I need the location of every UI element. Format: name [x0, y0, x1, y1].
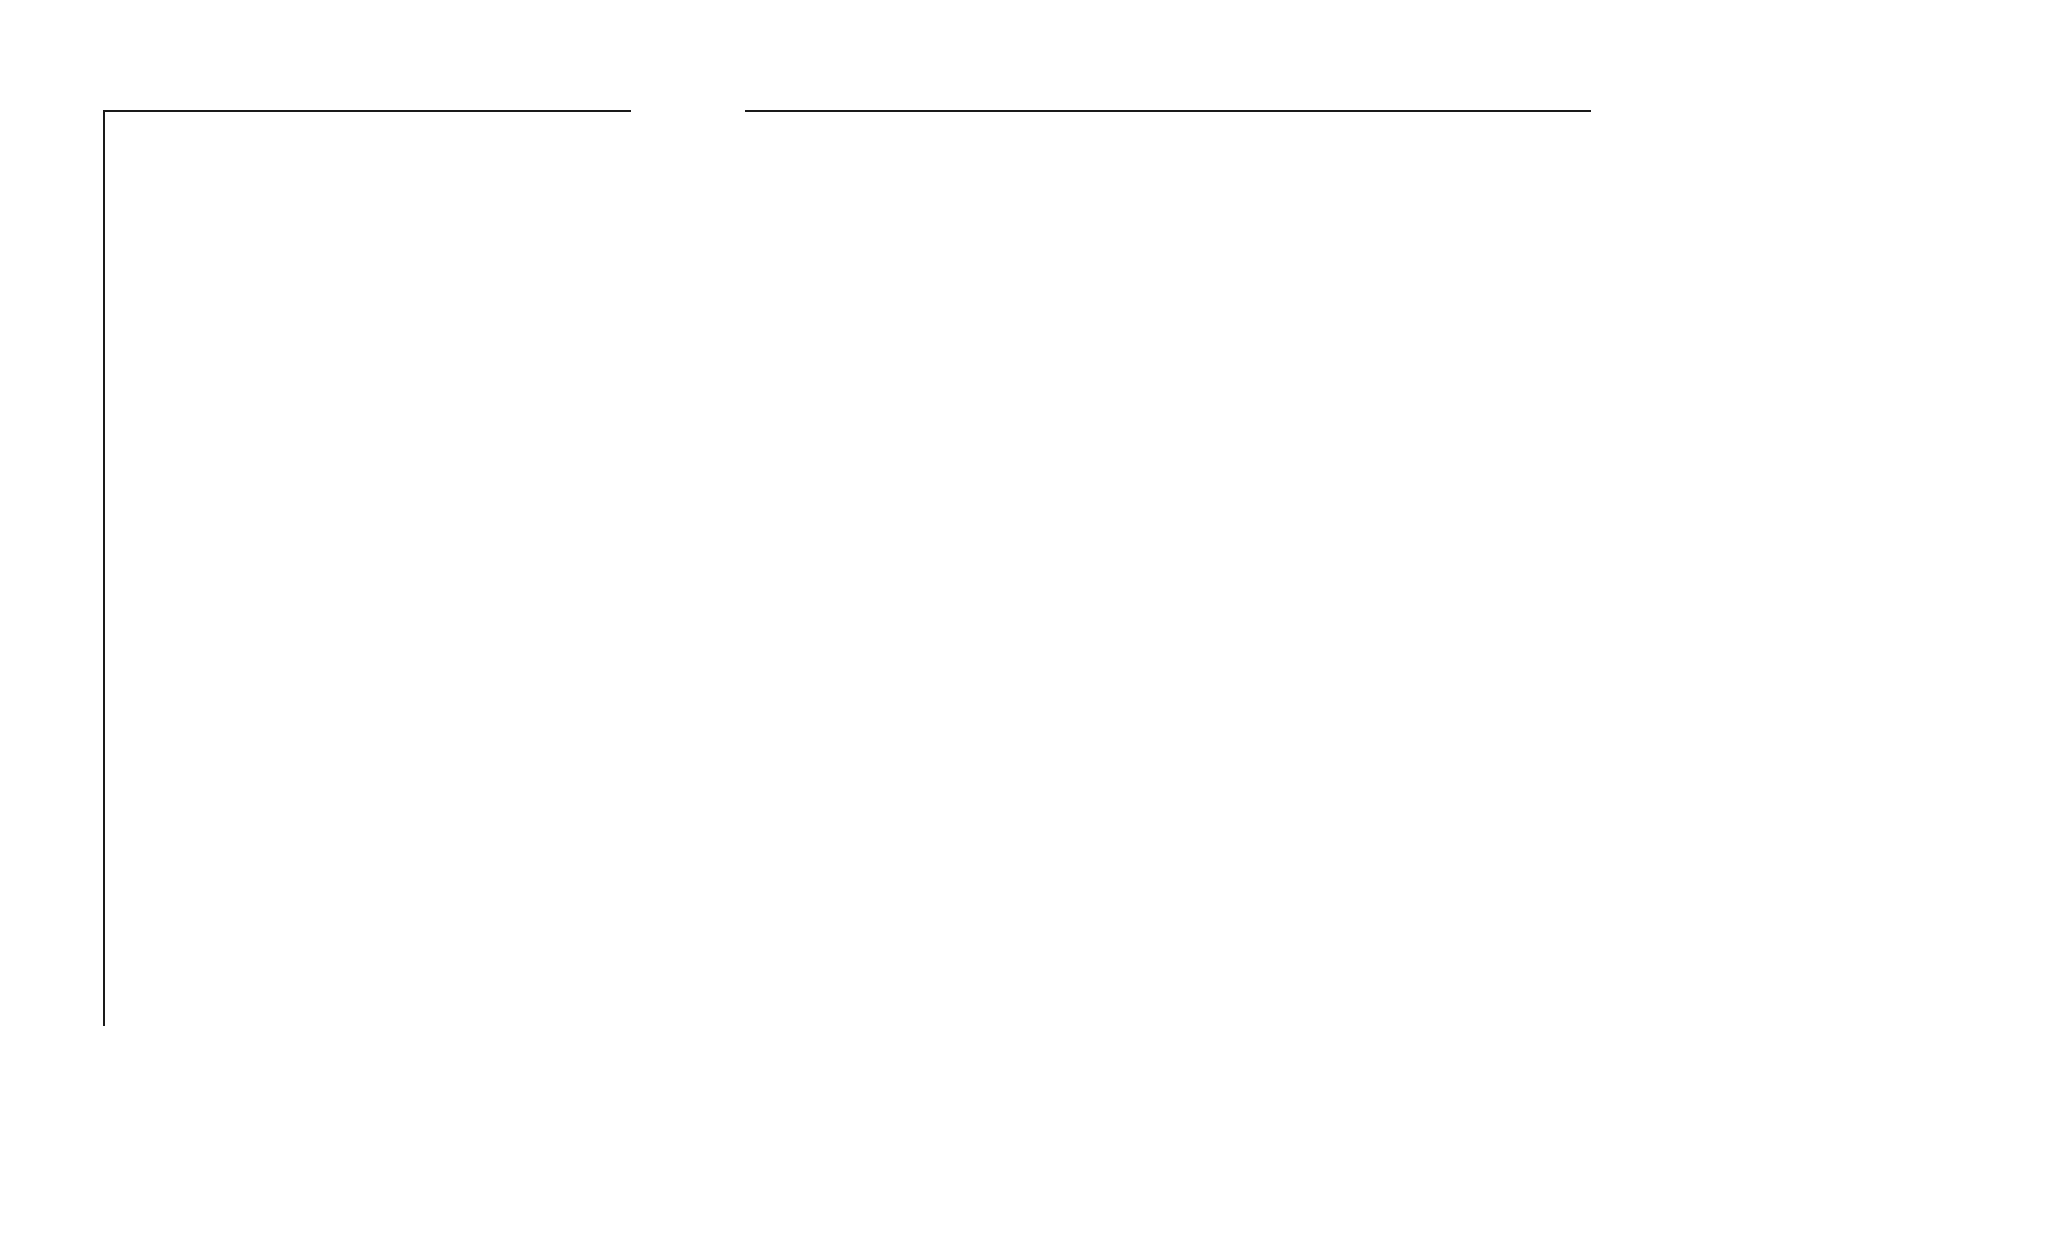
vacancy-table	[103, 110, 1591, 1026]
table-border-gap	[631, 110, 745, 112]
